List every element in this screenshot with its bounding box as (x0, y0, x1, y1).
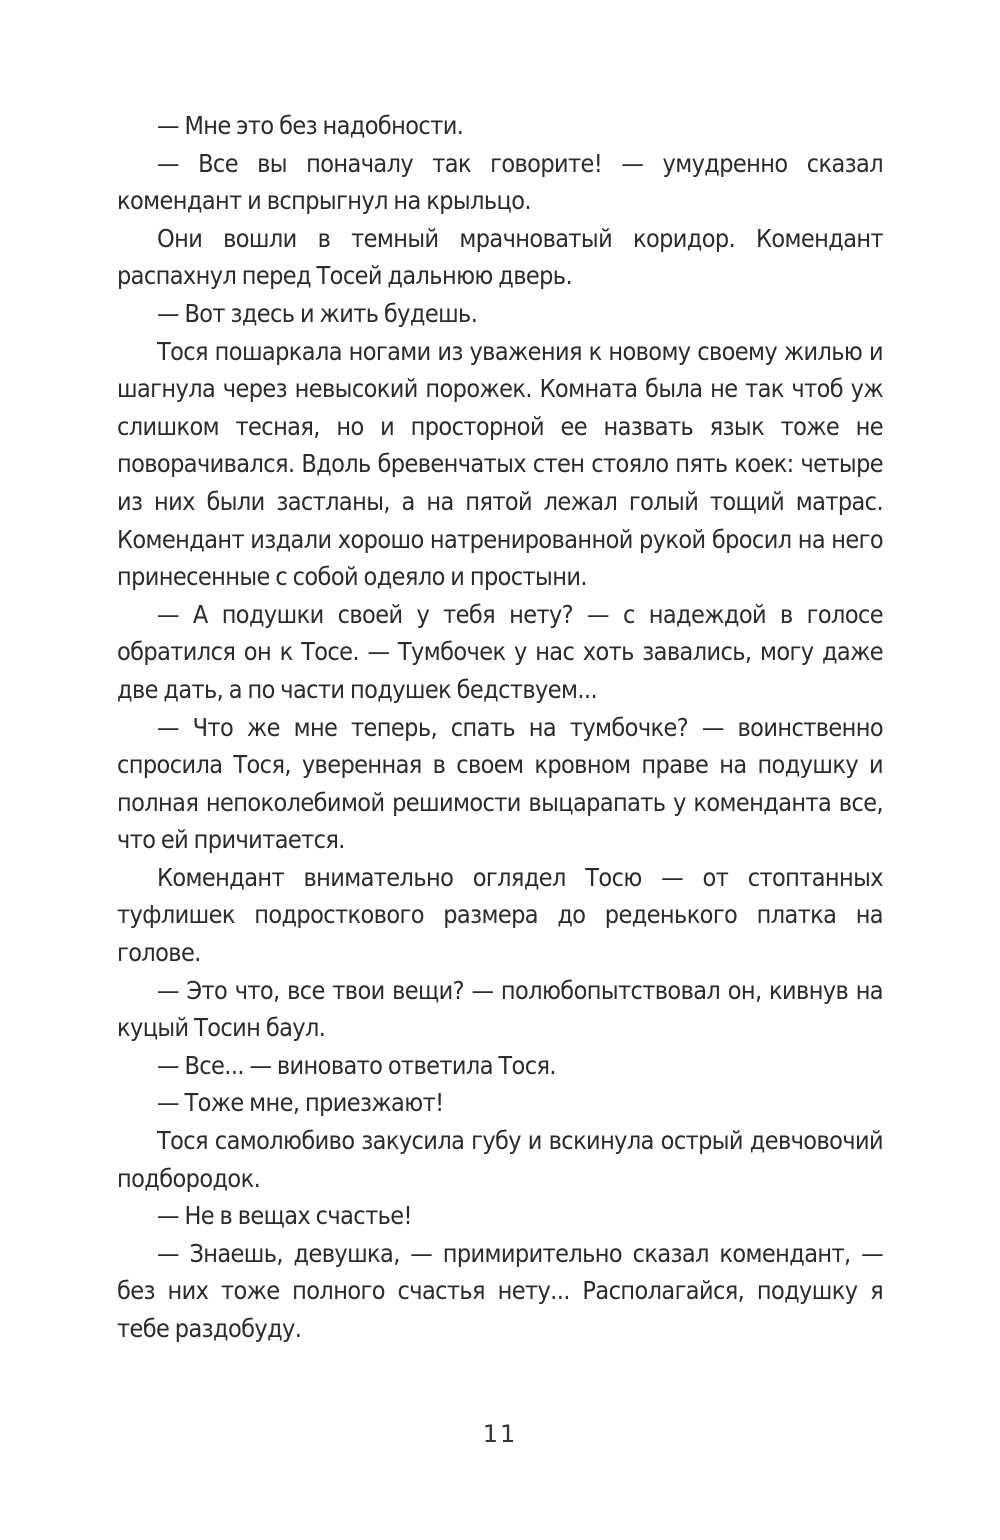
paragraph: — А подушки своей у тебя нету? — с надеждой в голосе обратился он к Тосе. — Тумбочек у нас хоть завались, могу даже две дать, а по части подушек бедствуем... (117, 599, 883, 704)
page-number: 11 (482, 1420, 518, 1448)
paragraph: — Что же мне теперь, спать на тумбочке? — воинственно спросила Тося, уверенная в своем кровном праве на подушку и полная непоколебимой решимости выцарапать у коменданта все, что ей причитается. (117, 712, 883, 855)
paragraph: — Все... — виновато ответила Тося. (157, 1050, 556, 1080)
paragraph: — Мне это без надобности. (157, 111, 464, 140)
paragraph: — Тоже мне, приезжают! (157, 1088, 444, 1118)
paragraph: Комендант внимательно оглядел Тосю — от стоптанных туфлишек подросткового размера до реденького платка на голове. (117, 862, 883, 968)
page-body (117, 107, 883, 1348)
paragraph: — Это что, все твои вещи? — полюбопытствовал он, кивнув на куцый Тосин баул. (117, 975, 883, 1043)
paragraph: — Не в вещах счастье! (157, 1201, 412, 1231)
paragraph: Тося пошаркала ногами из уважения к новому своему жилью и шагнула через невысокий порожек. Комната была не так чтоб уж слишком тесная, но и просторной ее назвать язык тоже не поворачивался. Вдоль бревенчатых стен стояло пять коек: четыре из них были застланы, а на пятой лежал голый тощий матрас. Комендант издали хорошо натренированной рукой бросил на него принесенные с собой одеяло и простыни. (117, 336, 883, 592)
paragraph: — Знаешь, девушка, — примирительно сказал комендант, — без них тоже полного счастья нету... Располагайся, подушку я тебе раздобуду. (117, 1238, 883, 1343)
paragraph: — Все вы поначалу так говорите! — умудренно сказал комендант и вспрыгнул на крыльцо. (117, 148, 883, 216)
paragraph: Они вошли в темный мрачноватый коридор. Комендант распахнул перед Тосей дальнюю дверь. (117, 223, 883, 291)
paragraph: Тося самолюбиво закусила губу и вскинула острый девчовочий подбородок. (117, 1126, 883, 1193)
paragraph: — Вот здесь и жить будешь. (157, 298, 478, 328)
